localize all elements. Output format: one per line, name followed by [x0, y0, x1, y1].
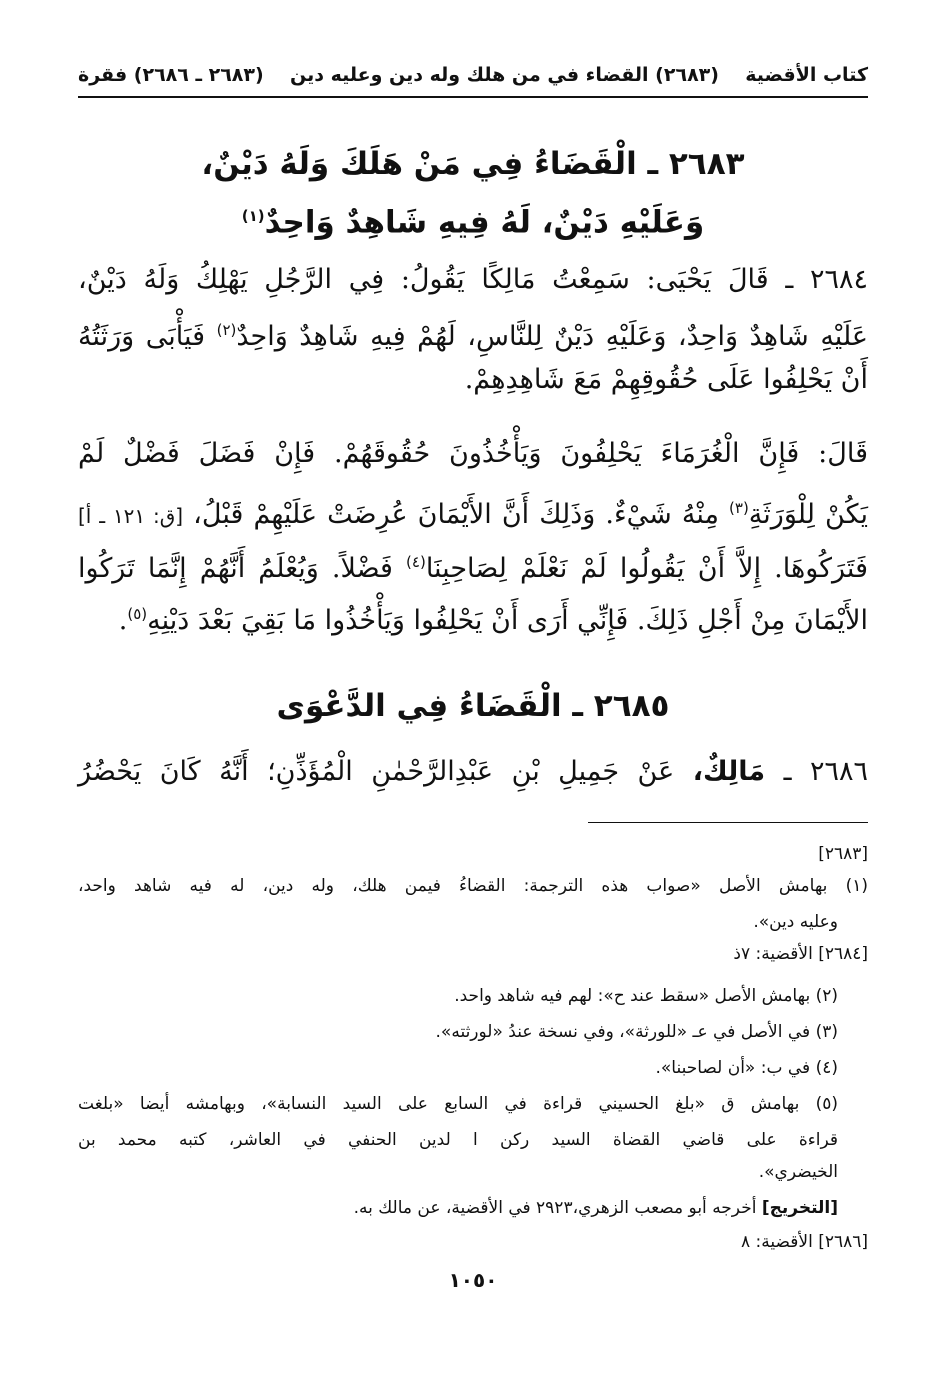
footnote-4: (٤) في ب: «أن لصاحبنا». [655, 1058, 838, 1078]
takhrij-label: [التخريج] [761, 1198, 838, 1218]
header-rule [78, 96, 868, 98]
footnote-ref-2684: [٢٦٨٤] الأقضية: ٧ذ [733, 944, 868, 964]
header-chapter-title: (٢٦٨٣) القضاء في من هلك وله دين وعليه دين [289, 64, 719, 86]
text-segment: عَلَيْهِ شَاهِدٌ وَاحِدٌ، وَعَلَيْهِ دَيْنٌ لِلنَّاسِ، لَهُمْ فِيهِ شَاهِدٌ وَاحِدٌ [236, 321, 868, 352]
manuscript-folio-reference: [ق: ١٢١ ـ أ] [78, 504, 184, 528]
paragraph-number: ٢٦٨٦ ـ [783, 756, 868, 787]
footnote-ref-2686: [٢٦٨٦] الأقضية: ٨ [740, 1232, 868, 1252]
paragraph-qala-line-1: قَالَ: فَإِنَّ الْغُرَمَاءَ يَحْلِفُونَ وَيَأْخُذُونَ حُقُوقَهُمْ. فَإِنْ فَضَلَ فَضْلٌ لَمْ [78, 438, 868, 469]
text-segment: مِنْهُ شَيْءٌ. وَذَلِكَ أَنَّ الأَيْمَانَ عُرِضَتْ عَلَيْهِمْ قَبْلُ، [193, 499, 719, 530]
narrator-name: مَالِكٌ، [692, 756, 766, 787]
footnote-5-line-2: قراءة على قاضي القضاة السيد ركن ا لدين الحنفي في العاشر، كتبه محمد بن [78, 1130, 838, 1150]
footnote-marker: (٤) [406, 553, 426, 571]
chapter-heading-line-2 [78, 190, 868, 248]
chapter-heading-2685: ٢٦٨٥ ـ الْقَضَاءُ فِي الدَّعْوَى [276, 688, 670, 724]
footnote-5-line-3: الخيضري». [758, 1162, 838, 1182]
paragraph-qala-line-4 [78, 586, 868, 649]
paragraph-2686-line-1 [78, 744, 868, 800]
header-paragraph-range: (٢٦٨٣ ـ ٢٦٨٦) فقرة [78, 64, 264, 86]
footnote-1-line-1: (١) بهامش الأصل «صواب هذه الترجمة: القضاءُ فيمن هلك، وله دين، له فيه شاهد واحد، [78, 876, 868, 896]
paragraph-2684-line-1: ٢٦٨٤ ـ قَالَ يَحْيَى: سَمِعْتُ مَالِكًا يَقُولُ: فِي الرَّجُلِ يَهْلِكُ وَلَهُ دَيْنٌ، [78, 264, 868, 295]
page-number: ١٠٥٠ [448, 1268, 498, 1292]
paragraph-2684-line-3: أَنْ يَحْلِفُوا عَلَى حُقُوقِهِمْ مَعَ شَاهِدِهِمْ. [464, 364, 868, 395]
footnote-marker: (١) [241, 207, 265, 225]
chapter-heading-line-1: ٢٦٨٣ ـ الْقَضَاءُ فِي مَنْ هَلَكَ وَلَهُ دَيْنٌ، [201, 146, 745, 182]
footnote-marker: (٢) [216, 321, 237, 339]
header-book-title: كتاب الأقضية [745, 64, 868, 86]
footnote-separator [588, 822, 868, 823]
book-page [78, 0, 868, 1380]
footnote-3: (٣) في الأصل في عـ «للورثة»، وفي نسخة عندُ «لورثته». [435, 1022, 838, 1042]
footnote-2: (٢) بهامش الأصل «سقط عند ح»: لهم فيه شاهد واحد. [454, 986, 838, 1006]
takhrij-note [78, 1192, 838, 1224]
text-segment: فَضْلاً. وَيُعْلَمُ أَنَّهُمْ إِنَّمَا تَرَكُوا [78, 553, 393, 584]
chapter-heading-text: وَعَلَيْهِ دَيْنٌ، لَهُ فِيهِ شَاهِدٌ وَاحِدٌ [264, 204, 705, 241]
running-header [78, 58, 868, 92]
text-segment: فَتَرَكُوهَا. إِلاَّ أَنْ يَقُولُوا لَمْ نَعْلَمْ لِصَاحِبِنَا [425, 553, 868, 584]
text-segment: الأَيْمَانَ مِنْ أَجْلِ ذَلِكَ. فَإِنِّي أَرَى أَنْ يَحْلِفُوا وَيَأْخُذُوا مَا بَقِيَ بَعْدَ دَيْنِهِ [147, 605, 868, 636]
footnote-marker: (٣) [729, 499, 749, 517]
footnote-ref-2683: [٢٦٨٣] [818, 844, 868, 864]
footnote-marker: (٥) [127, 605, 148, 623]
text-segment: عَنْ جَمِيلِ بْنِ عَبْدِالرَّحْمٰنِ الْمُؤَذِّنِ؛ أَنَّهُ كَانَ يَحْضُرُ [78, 756, 675, 787]
text-segment: . [118, 605, 128, 636]
takhrij-text: أخرجه أبو مصعب الزهري،٢٩٢٣ في الأقضية، عن مالك به. [353, 1198, 757, 1218]
footnote-1-line-2: وعليه دين». [753, 912, 838, 932]
text-segment: فَيَأْبَى وَرَثَتُهُ [78, 321, 206, 352]
text-segment: يَكُنْ لِلْوَرَثَةِ [748, 499, 868, 530]
footnote-5-line-1: (٥) بهامش ق «بلغ الحسيني قراءة في السابع على السيد النسابة»، وبهامشه أيضا «بلغت [78, 1094, 838, 1114]
